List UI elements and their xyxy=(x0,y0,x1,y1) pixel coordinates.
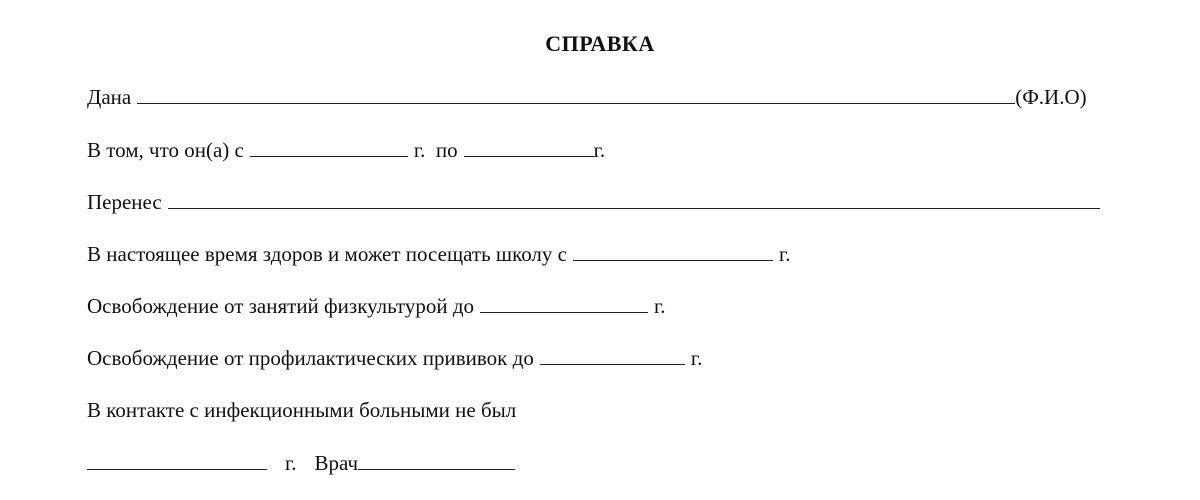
full-name-blank[interactable] xyxy=(137,84,1015,104)
period-from-blank[interactable] xyxy=(250,137,408,157)
row-period xyxy=(87,137,605,163)
period-suffix: г. xyxy=(593,138,606,162)
pe-exempt-text: Освобождение от занятий физкультурой до xyxy=(87,294,475,318)
vaccine-exempt-suffix: г. xyxy=(690,346,703,370)
doctor-signature-blank[interactable] xyxy=(358,450,515,470)
fio-hint: (Ф.И.О) xyxy=(1015,85,1087,109)
row-healthy xyxy=(87,241,791,267)
illness-label: Перенес xyxy=(87,190,162,214)
given-label: Дана xyxy=(87,85,132,109)
period-prefix: В том, что он(а) с xyxy=(87,138,244,162)
row-signature xyxy=(87,450,515,476)
issue-date-blank[interactable] xyxy=(87,450,267,470)
period-middle: г. по xyxy=(413,138,458,162)
contact-text: В контакте с инфекционными больными не был xyxy=(87,398,517,422)
row-given xyxy=(87,84,1087,110)
period-to-blank[interactable] xyxy=(464,137,594,157)
school-date-blank[interactable] xyxy=(573,241,773,261)
healthy-suffix: г. xyxy=(779,242,791,266)
row-vaccine-exempt xyxy=(87,345,702,371)
signature-year-suffix: г. xyxy=(285,451,297,475)
pe-exempt-suffix: г. xyxy=(654,294,666,318)
vaccine-exempt-blank[interactable] xyxy=(540,345,685,365)
healthy-text: В настоящее время здоров и может посещать школу с xyxy=(87,242,567,266)
document-title: СПРАВКА xyxy=(545,31,655,56)
vaccine-exempt-text: Освобождение от профилактических прививок до xyxy=(87,346,534,370)
illness-blank[interactable] xyxy=(168,189,1100,209)
doctor-label: Врач xyxy=(314,451,359,475)
row-contact xyxy=(87,397,516,423)
row-pe-exempt xyxy=(87,293,666,319)
row-illness xyxy=(87,189,1100,215)
pe-exempt-blank[interactable] xyxy=(480,293,648,313)
